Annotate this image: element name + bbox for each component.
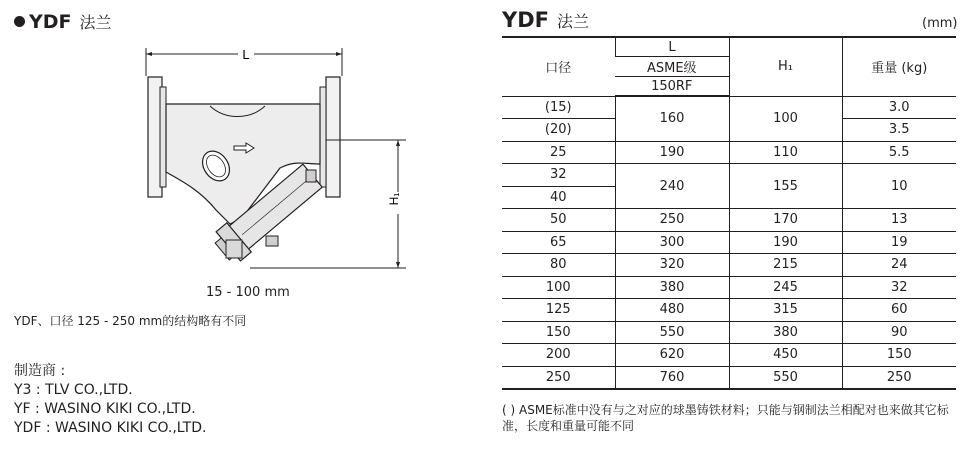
cell-L: 300 <box>615 231 729 254</box>
cell-H1: 155 <box>729 164 842 209</box>
cell-L: 760 <box>615 366 729 389</box>
cell-size: 100 <box>502 276 615 299</box>
manufacturer-item: YDF : WASINO KIKI CO.,LTD. <box>14 420 207 436</box>
left-title <box>14 10 112 33</box>
table-row <box>502 209 956 232</box>
cell-size: 200 <box>502 344 615 367</box>
cell-L: 250 <box>615 209 729 232</box>
manufacturer-item: YF : WASINO KIKI CO.,LTD. <box>14 401 196 417</box>
structure-note: YDF、口径 125 - 250 mm的结构略有不同 <box>14 314 247 328</box>
cell-size: 65 <box>502 231 615 254</box>
cell-size: 50 <box>502 209 615 232</box>
cell-weight: 19 <box>842 231 956 254</box>
cell-L: 620 <box>615 344 729 367</box>
dim-L-label: L <box>242 47 250 62</box>
table-row <box>502 254 956 277</box>
manufacturer-item: Y3 : TLV CO.,LTD. <box>14 382 133 398</box>
cell-weight: 32 <box>842 276 956 299</box>
cell-H1: 550 <box>729 366 842 389</box>
right-subtitle: 法兰 <box>556 12 589 31</box>
cell-H1: 190 <box>729 231 842 254</box>
table-row <box>502 344 956 367</box>
right-model-name: YDF <box>502 8 549 32</box>
header-H1: H₁ <box>729 37 842 96</box>
size-range-caption: 15 - 100 mm <box>206 285 290 300</box>
cell-weight: 10 <box>842 164 956 209</box>
cell-weight: 3.0 <box>842 96 956 119</box>
cell-weight: 250 <box>842 366 956 389</box>
cell-H1: 170 <box>729 209 842 232</box>
cell-size: 150 <box>502 321 615 344</box>
strainer-drawing <box>130 40 420 280</box>
cell-weight: 5.5 <box>842 141 956 164</box>
manufacturer-block <box>14 362 206 438</box>
cell-H1: 380 <box>729 321 842 344</box>
unit-label: (mm) <box>922 16 958 31</box>
table-row <box>502 231 956 254</box>
table-row <box>502 276 956 299</box>
header-size: 口径 <box>502 37 615 96</box>
cell-size: (20) <box>502 119 615 142</box>
cell-size: 125 <box>502 299 615 322</box>
left-subtitle: 法兰 <box>79 13 112 32</box>
cell-weight: 13 <box>842 209 956 232</box>
table-row <box>502 96 956 119</box>
header-L: L <box>615 37 729 57</box>
cell-size: 32 <box>502 164 615 187</box>
cell-H1: 110 <box>729 141 842 164</box>
header-rf: 150RF <box>615 77 729 97</box>
cell-size: 25 <box>502 141 615 164</box>
cell-L: 160 <box>615 96 729 141</box>
manufacturer-label: 制造商 : <box>14 363 66 379</box>
table-footnote: ( ) ASME标准中没有与之对应的球墨铸铁材料；只能与钢制法兰相配对也来做其它标准，长度和重量可能不同 <box>502 403 949 433</box>
cell-L: 240 <box>615 164 729 209</box>
left-model-name: YDF <box>29 11 72 33</box>
cell-H1: 215 <box>729 254 842 277</box>
cell-L: 190 <box>615 141 729 164</box>
cell-L: 380 <box>615 276 729 299</box>
cell-weight: 60 <box>842 299 956 322</box>
table-row <box>502 299 956 322</box>
cell-size: 80 <box>502 254 615 277</box>
cell-weight: 3.5 <box>842 119 956 142</box>
cell-weight: 24 <box>842 254 956 277</box>
cell-size: 250 <box>502 366 615 389</box>
right-title <box>502 8 589 32</box>
header-asme: ASME级 <box>615 57 729 77</box>
cell-L: 550 <box>615 321 729 344</box>
header-weight: 重量 (kg) <box>842 37 956 96</box>
table-row <box>502 321 956 344</box>
cell-size: 40 <box>502 186 615 209</box>
dim-H1-label: H₁ <box>387 192 401 206</box>
cell-H1: 450 <box>729 344 842 367</box>
table-row <box>502 366 956 389</box>
cell-H1: 245 <box>729 276 842 299</box>
cell-weight: 150 <box>842 344 956 367</box>
table-row <box>502 164 956 187</box>
cell-H1: 315 <box>729 299 842 322</box>
cell-L: 320 <box>615 254 729 277</box>
bullet-icon <box>14 16 25 27</box>
spec-table <box>502 36 956 390</box>
cell-weight: 90 <box>842 321 956 344</box>
table-row <box>502 141 956 164</box>
cell-size: (15) <box>502 96 615 119</box>
cell-H1: 100 <box>729 96 842 141</box>
cell-L: 480 <box>615 299 729 322</box>
